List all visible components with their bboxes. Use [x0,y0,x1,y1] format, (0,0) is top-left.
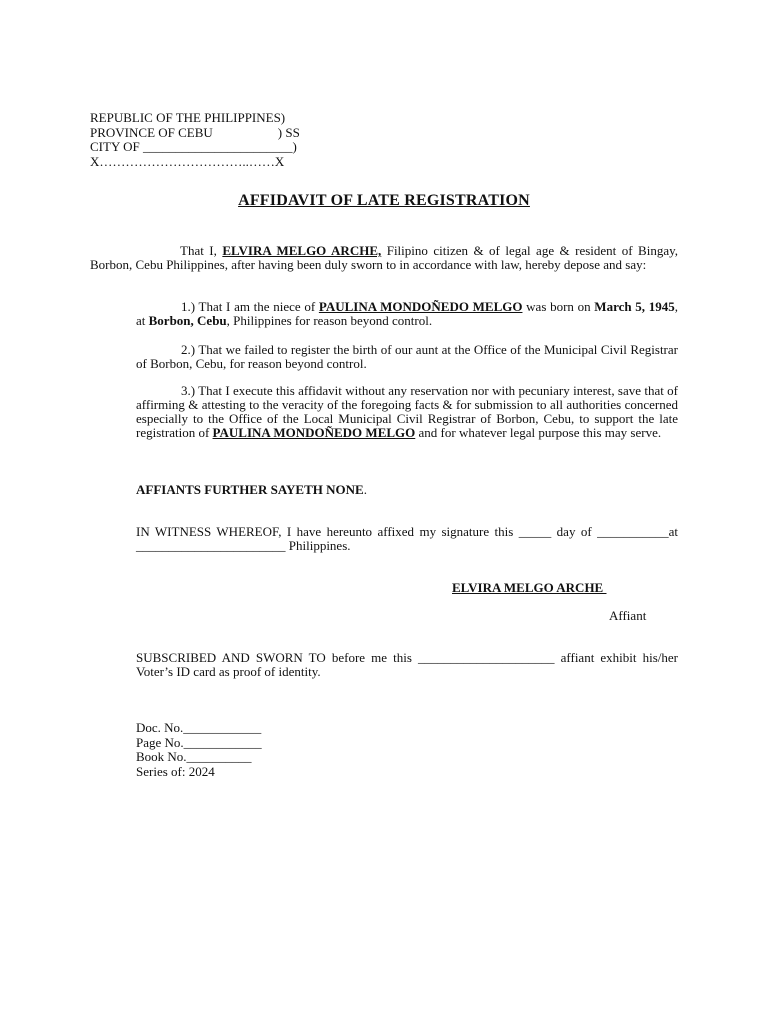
notarial-registry [136,721,262,779]
statement-2: 2.) That we failed to register the birth of our aunt at the Office of the Municipal Civil Registrar of Borbon, Cebu, for reason beyond control. [136,342,678,371]
registry-book-no: Book No.__________ [136,749,252,764]
witness-paragraph: IN WITNESS WHEREOF, I have hereunto affixed my signature this _____ day of ___________at _______________________ Philippines. [136,524,678,553]
venue-republic: REPUBLIC OF THE PHILIPPINES) [90,110,286,125]
venue-city: CITY OF _______________________) [90,139,297,154]
statement-1 [136,300,678,328]
further-sayeth [136,483,367,497]
subject-name: PAULINA MONDOÑEDO MELGO [318,299,523,314]
intro-prefix: That I, [180,243,223,258]
subject-name-2: PAULINA MONDOÑEDO MELGO [212,425,416,440]
intro-suffix: Filipino citizen & of legal age & resident of Bingay, Borbon, Cebu Philippines, after having been duly sworn to in accordance with law, hereby depose and say: [90,243,679,272]
registry-page-no: Page No.____________ [136,734,262,750]
venue-separator: X……………………………..……X [90,153,285,169]
statement-3-suffix: and for whatever legal purpose this may serve. [415,425,662,440]
statement-1-mid2: , at [136,299,678,328]
statement-1-mid: was born on [522,299,595,314]
affiant-name-inline: ELVIRA MELGO ARCHE, [222,243,382,258]
birth-place: Borbon, Cebu [148,313,227,328]
registry-doc-no: Doc. No.____________ [136,720,262,735]
further-sayeth-period: . [363,482,367,497]
document-title: AFFIDAVIT OF LATE REGISTRATION [238,192,530,209]
signature-label: Affiant [609,608,647,623]
statement-3 [136,384,678,440]
birth-date: March 5, 1945 [594,299,675,314]
jurat-paragraph: SUBSCRIBED AND SWORN TO before me this _____________________ affiant exhibit his/her Voter’s ID card as proof of identity. [136,650,678,679]
signature-name: ELVIRA MELGO ARCHE [452,580,607,595]
statement-3-prefix: 3.) That I execute this affidavit without any reservation nor with pecuniary interest, save that of affirming & attesting to the veracity of the foregoing facts & for submission to all authorities concerned especially to the Office of the Local Municipal Civil Registrar of Borbon, Cebu, to support the late registration of [136,383,678,440]
intro-paragraph [90,244,678,272]
statement-1-prefix: 1.) That I am the niece of [181,299,319,314]
statement-1-suffix: , Philippines for reason beyond control. [226,313,433,328]
further-sayeth-text: AFFIANTS FURTHER SAYETH NONE [136,482,364,497]
venue-header [90,111,300,169]
registry-series: Series of: 2024 [136,763,215,779]
venue-province: PROVINCE OF CEBU ) SS [90,124,300,140]
